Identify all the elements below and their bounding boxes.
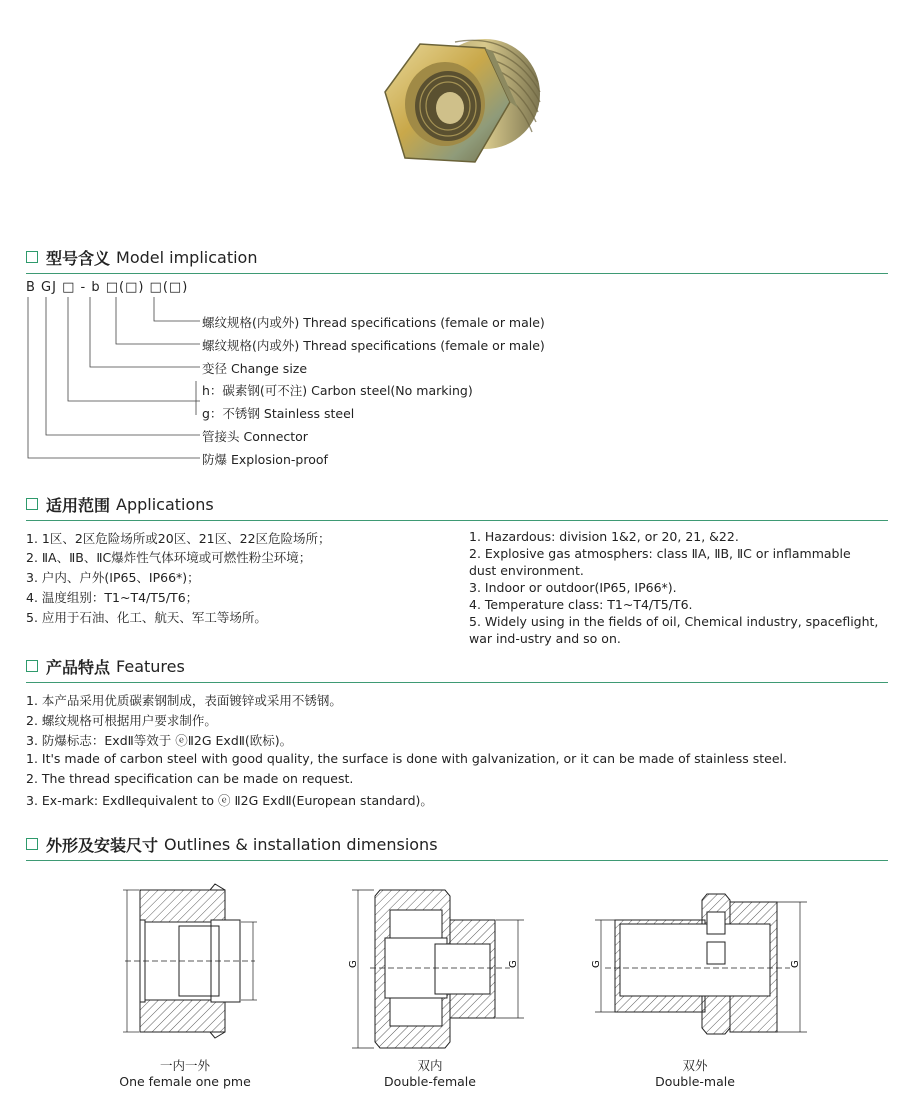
- applications-cn-item: 3. 户内、户外(IP65、IP66*)；: [26, 570, 200, 585]
- product-photo: [360, 22, 550, 202]
- g-label-left: G: [348, 960, 359, 968]
- applications-cn-item: 2. ⅡA、ⅡB、ⅡC爆炸性气体环境或可燃性粉尘环境；: [26, 550, 312, 565]
- model-item: 管接头 Connector: [202, 429, 308, 444]
- drawing-caption-cn: 双内: [417, 1058, 443, 1073]
- applications-en-item: 1. Hazardous: division 1&2, or 20, 21, &22.: [469, 529, 739, 544]
- model-leader-lines: [24, 295, 224, 465]
- features-item: 1. It's made of carbon steel with good quality, the surface is done with galvanization, or it can be made of stainless steel.: [26, 751, 787, 766]
- model-heading-en: Model implication: [116, 247, 258, 267]
- g-label-right: G: [790, 960, 801, 968]
- applications-en-item: war ind-ustry and so on.: [469, 631, 621, 646]
- features-item: 2. The thread specification can be made on request.: [26, 771, 354, 786]
- g-label-left: G: [591, 960, 602, 968]
- model-rule: [26, 273, 888, 274]
- features-heading-en: Features: [116, 656, 185, 676]
- section-box-icon: [26, 498, 38, 510]
- features-item: 2. 螺纹规格可根据用户要求制作。: [26, 713, 217, 728]
- drawing-caption-cn: 一内一外: [159, 1058, 210, 1073]
- features-item: 3. Ex-mark: ExdⅡequivalent to ⓔ Ⅱ2G ExdⅡ(European standard)。: [26, 793, 433, 808]
- drawing-caption-en: One female one pme: [119, 1074, 251, 1089]
- model-code: B GJ □ - b □(□) □(□): [26, 280, 189, 295]
- applications-cn-item: 5. 应用于石油、化工、航天、军工等场所。: [26, 610, 267, 625]
- drawing-caption: [100, 1058, 270, 1090]
- applications-heading-cn: 适用范围: [46, 495, 111, 515]
- applications-cn-item: 4. 温度组别：T1~T4/T5/T6；: [26, 590, 199, 605]
- drawing-double-male: [585, 882, 810, 1042]
- applications-en-item: 4. Temperature class: T1~T4/T5/T6.: [469, 597, 693, 612]
- section-box-icon: [26, 838, 38, 850]
- outlines-rule: [26, 860, 888, 861]
- features-heading: [26, 655, 185, 677]
- applications-en-item: 5. Widely using in the fields of oil, Chemical industry, spaceflight,: [469, 614, 879, 629]
- model-item: 防爆 Explosion-proof: [202, 452, 328, 467]
- drawing-caption-cn: 双外: [682, 1058, 708, 1073]
- drawing-one-female-one-male: [115, 882, 265, 1052]
- drawing-caption: [610, 1058, 780, 1090]
- outlines-heading-cn: 外形及安装尺寸: [46, 835, 159, 855]
- applications-cn-item: 1. 1区、2区危险场所或20区、21区、22区危险场所；: [26, 531, 331, 546]
- applications-en-item: 2. Explosive gas atmosphers: class ⅡA, ⅡB, ⅡC or inflammable: [469, 546, 851, 561]
- applications-heading: [26, 493, 214, 515]
- features-item: 1. 本产品采用优质碳素钢制成，表面镀锌或采用不锈钢。: [26, 693, 342, 708]
- applications-en-item: 3. Indoor or outdoor(IP65, IP66*).: [469, 580, 677, 595]
- g-label-right: G: [508, 960, 519, 968]
- model-heading-cn: 型号含义: [46, 248, 111, 268]
- outlines-heading-en: Outlines & installation dimensions: [164, 834, 438, 854]
- section-box-icon: [26, 660, 38, 672]
- model-item: h：碳素钢(可不注) Carbon steel(No marking): [202, 383, 473, 398]
- outlines-heading: [26, 833, 438, 855]
- drawing-caption-en: Double-female: [384, 1074, 476, 1089]
- model-item: 螺纹规格(内或外) Thread specifications (female or male): [202, 338, 545, 353]
- applications-en-item: dust environment.: [469, 563, 584, 578]
- drawing-caption: [345, 1058, 515, 1090]
- features-rule: [26, 682, 888, 683]
- model-heading: [26, 246, 257, 268]
- model-item: 螺纹规格(内或外) Thread specifications (female or male): [202, 315, 545, 330]
- model-item: g：不锈钢 Stainless steel: [202, 406, 355, 421]
- model-item: 变径 Change size: [202, 361, 308, 376]
- features-item: 3. 防爆标志：ExdⅡ等效于 ⓔⅡ2G ExdⅡ(欧标)。: [26, 733, 293, 748]
- applications-heading-en: Applications: [116, 494, 214, 514]
- drawing-caption-en: Double-male: [655, 1074, 735, 1089]
- features-heading-cn: 产品特点: [46, 657, 111, 677]
- section-box-icon: [26, 251, 38, 263]
- drawing-double-female: [340, 882, 530, 1054]
- applications-rule: [26, 520, 888, 521]
